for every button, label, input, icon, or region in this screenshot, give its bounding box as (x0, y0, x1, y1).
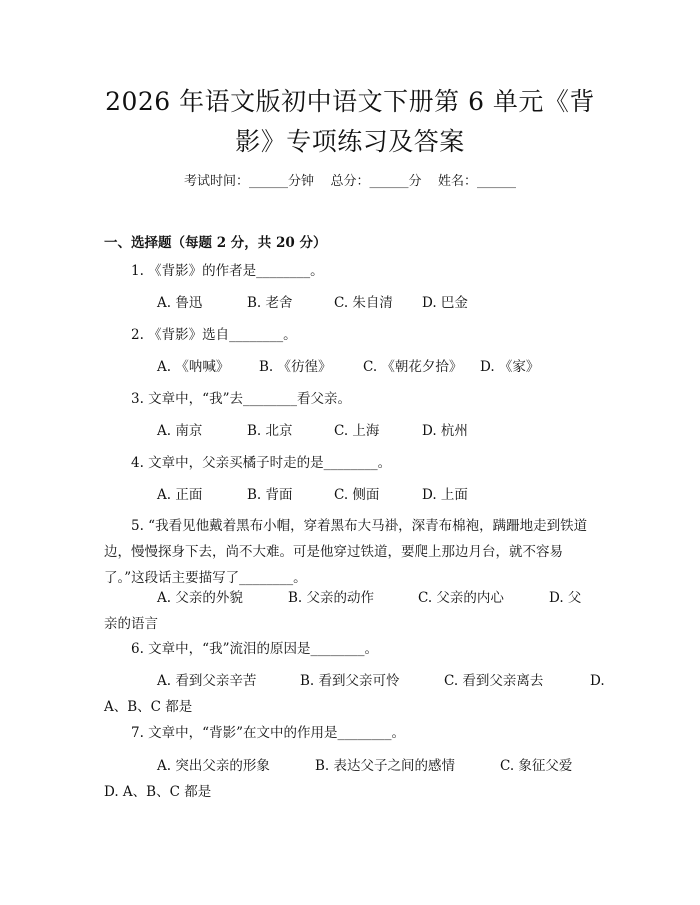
title-line-2: 影》专项练习及答案 (235, 127, 465, 156)
option: B. 老舍 (247, 295, 293, 311)
question-stem: 6. 文章中，“我”流泪的原因是________。 (131, 641, 378, 657)
option: C. 象征父爱 (500, 758, 573, 774)
option-row (104, 354, 600, 380)
option: A. 父亲的外貌 (157, 590, 243, 606)
question-stem: 7. 文章中，“背影”在文中的作用是________。 (131, 725, 405, 741)
option: D. 杭州 (422, 423, 468, 439)
option: C. 看到父亲离去 (444, 673, 544, 689)
option: A. 《呐喊》 (157, 359, 230, 375)
option-continuation: A、B、C 都是 (104, 699, 193, 715)
option: D. (590, 673, 605, 689)
option: B. 父亲的动作 (288, 590, 375, 606)
page-title (60, 82, 640, 162)
option: A. 突出父亲的形象 (157, 758, 270, 774)
option-row (104, 290, 600, 316)
option: A. 正面 (157, 487, 203, 503)
question-stem: 1. 《背影》的作者是________。 (131, 263, 324, 279)
option: B. 表达父子之间的感情 (315, 758, 456, 774)
title-line-1: 2026 年语文版初中语文下册第 6 单元《背 (105, 87, 595, 116)
option: B. 背面 (247, 487, 293, 503)
exam-info: 考试时间：______分钟 总分：______分 姓名：______ (183, 174, 517, 189)
question-stem: 3. 文章中，“我”去________看父亲。 (131, 391, 351, 407)
option-row (104, 482, 600, 508)
option: B. 看到父亲可怜 (300, 673, 400, 689)
option: D. 《家》 (480, 359, 540, 375)
option: D. 巴金 (422, 295, 468, 311)
option: D. 父 (549, 590, 582, 606)
option-row (104, 668, 605, 720)
option-row (104, 418, 600, 444)
option-continuation: 亲的语言 (104, 616, 158, 632)
option: A. 南京 (157, 423, 203, 439)
question-stem: 2. 《背影》选自________。 (131, 327, 297, 343)
question-stem: 4. 文章中，父亲买橘子时走的是________。 (131, 455, 392, 471)
option: C. 《朝花夕拾》 (363, 359, 463, 375)
question-stem: 5. “我看见他戴着黑布小帽，穿着黑布大马褂，深青布棉袍，蹒跚地走到铁道边，慢慢探身下去，尚不大难。可是他穿过铁道，要爬上那边月台，就不容易了。”这段话主要描写了________。 (104, 518, 588, 586)
option-continuation: D. A、B、C 都是 (104, 784, 212, 800)
option: B. 《彷徨》 (259, 359, 332, 375)
section-heading: 一、选择题（每题 2 分，共 20 分） (104, 235, 327, 251)
option: B. 北京 (247, 423, 293, 439)
option: A. 看到父亲辛苦 (157, 673, 257, 689)
option: C. 朱自清 (334, 295, 393, 311)
option: C. 侧面 (334, 487, 380, 503)
option: D. 上面 (422, 487, 468, 503)
option: C. 上海 (334, 423, 380, 439)
option: C. 父亲的内心 (418, 590, 504, 606)
option: A. 鲁迅 (157, 295, 203, 311)
option-row (104, 753, 600, 805)
option-row (104, 585, 600, 637)
